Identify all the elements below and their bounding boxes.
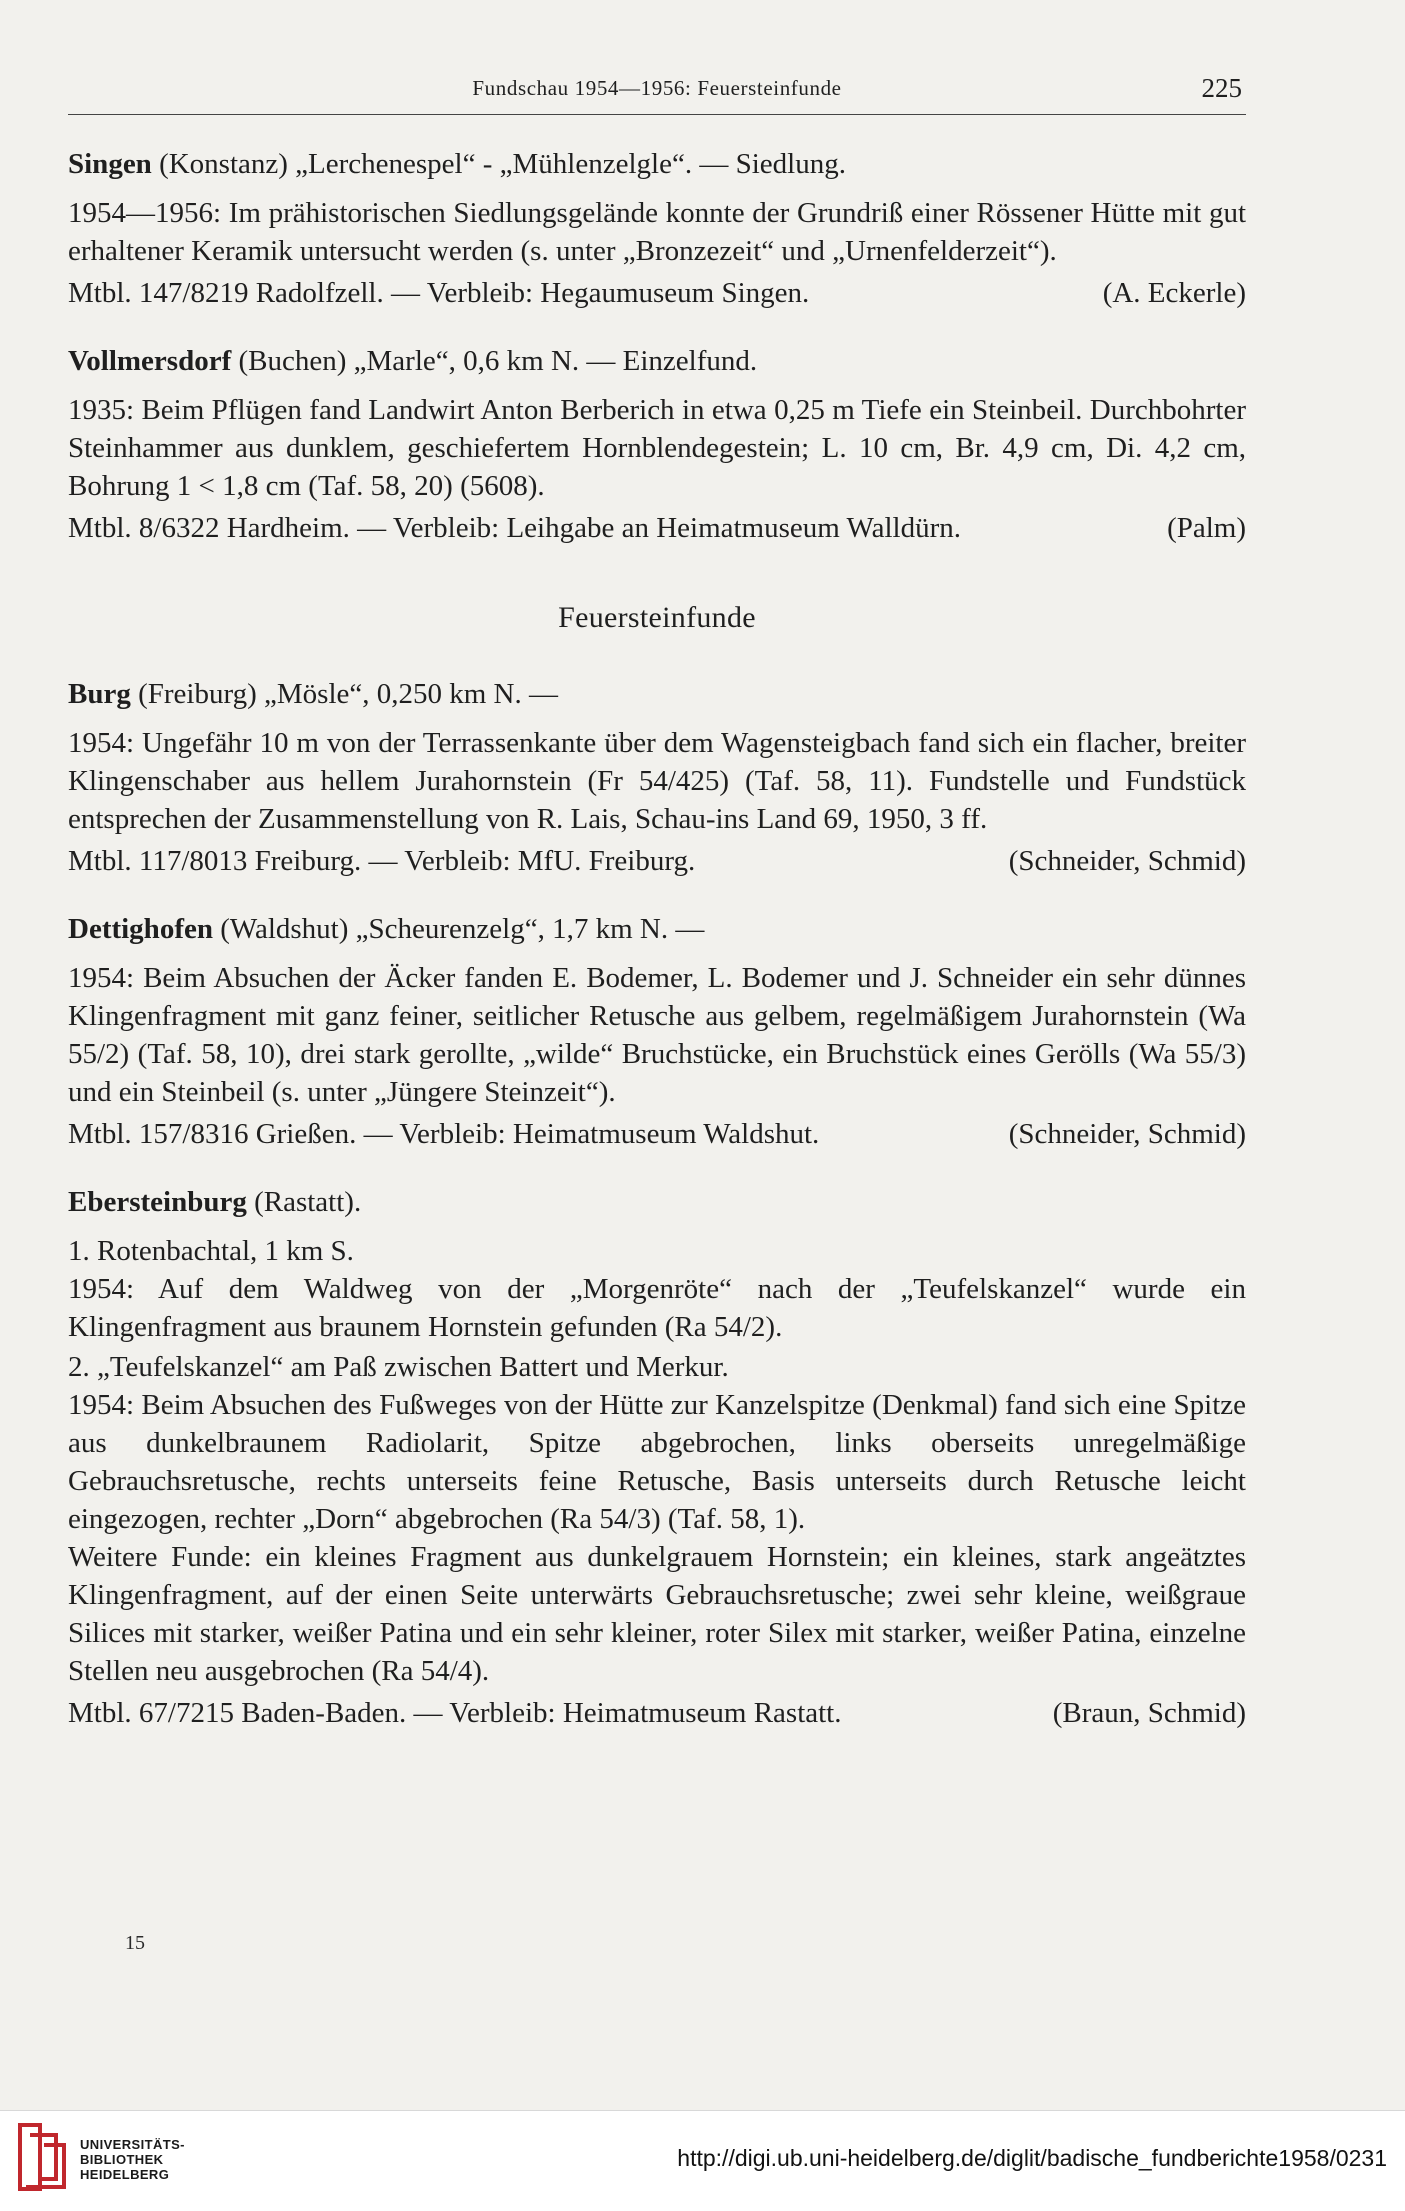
place-name: Ebersteinburg [68, 1186, 247, 1218]
author-credit: (Schneider, Schmid) [1008, 1118, 1246, 1150]
entry-text: 1954—1956: Im prähistorischen Siedlungsgelände konnte der Grundriß einer Rössener Hütte mit gut erhaltener Keramik untersucht werden (s. unter „Bronzezeit“ und „Urnenfelderzeit“). [68, 197, 1246, 267]
map-sheet-line [68, 1694, 1246, 1732]
author-credit: (Palm) [1167, 512, 1246, 544]
printer-signature-mark: 15 [125, 1932, 145, 1954]
map-sheet-reference: Mtbl. 157/8316 Grießen. — Verbleib: Heimatmuseum Waldshut. [68, 1118, 820, 1150]
find-spot-2: 2. „Teufelskanzel“ am Paß zwischen Battert und Merkur. [68, 1351, 729, 1383]
running-header [68, 70, 1246, 115]
entry-ebersteinburg [68, 1183, 1246, 1732]
digitization-footer [0, 2110, 1405, 2211]
find-spot-1-text: 1954: Auf dem Waldweg von der „Morgenröte“ nach der „Teufelskanzel“ wurde ein Klingenfragment aus braunem Hornstein gefunden (Ra 54/2). [68, 1273, 1246, 1343]
map-sheet-reference: Mtbl. 67/7215 Baden-Baden. — Verbleib: Heimatmuseum Rastatt. [68, 1697, 842, 1729]
author-credit: (Schneider, Schmid) [1008, 845, 1246, 877]
entry-heading [68, 145, 1246, 183]
entry-text: 1954: Ungefähr 10 m von der Terrassenkante über dem Wagensteigbach fand sich ein flacher, breiter Klingenschaber aus hellem Jurahornstein (Fr 54/425) (Taf. 58, 11). Fundstelle und Fundstück entsprechen der Zusammenstellung von R. Lais, Schau-ins Land 69, 1950, 3 ff. [68, 727, 1246, 835]
entry-heading [68, 910, 1246, 948]
library-logo-icon [16, 2121, 68, 2193]
source-url-link[interactable]: http://digi.ub.uni-heidelberg.de/diglit/badische_fundberichte1958/0231 [677, 2145, 1387, 2171]
entry-singen [68, 145, 1246, 312]
place-name: Vollmersdorf [68, 345, 232, 377]
entry-heading [68, 675, 1246, 713]
section-title: Feuersteinfunde [558, 601, 756, 634]
map-sheet-line [68, 842, 1246, 880]
map-sheet-reference: Mtbl. 117/8013 Freiburg. — Verbleib: MfU. Freiburg. [68, 845, 696, 877]
heading-details: (Konstanz) „Lerchenespel“ - „Mühlenzelgle“. — Siedlung. [151, 148, 846, 180]
place-name: Singen [68, 148, 152, 180]
find-spot-1: 1. Rotenbachtal, 1 km S. [68, 1235, 354, 1267]
heading-details: (Rastatt). [246, 1186, 362, 1218]
author-credit: (Braun, Schmid) [1052, 1697, 1246, 1729]
author-credit: (A. Eckerle) [1102, 277, 1246, 309]
entry-dettighofen [68, 910, 1246, 1153]
entry-heading [68, 1183, 1246, 1221]
map-sheet-reference: Mtbl. 147/8219 Radolfzell. — Verbleib: Hegaumuseum Singen. [68, 277, 810, 309]
entry-vollmersdorf [68, 342, 1246, 547]
library-name-line-3: HEIDELBERG [80, 2167, 170, 2182]
entry-text: 1954: Beim Absuchen der Äcker fanden E. Bodemer, L. Bodemer und J. Schneider ein sehr dünnes Klingenfragment mit ganz feiner, seitlicher Retusche aus gelbem, regelmäßigem Jurahornstein (Wa 55/2) (Taf. 58, 10), drei stark gerollte, „wilde“ Bruchstücke, ein Bruchstück eines Gerölls (Wa 55/3) und ein Steinbeil (s. unter „Jüngere Steinzeit“). [68, 962, 1246, 1108]
find-spot-2-text: 1954: Beim Absuchen des Fußweges von der Hütte zur Kanzelspitze (Denkmal) fand sich eine Spitze aus dunkelbraunem Radiolarit, Spitze abgebrochen, links oberseits unregelmäßige Gebrauchsretusche, rechts unterseits feine Retusche, Basis unterseits durch Retusche leicht eingezogen, rechter „Dorn“ abgebrochen (Ra 54/3) (Taf. 58, 1). [68, 1389, 1246, 1535]
heading-details: (Freiburg) „Mösle“, 0,250 km N. — [130, 678, 558, 710]
further-finds-text: Weitere Funde: ein kleines Fragment aus dunkelgrauem Hornstein; ein kleines, stark angeätztes Klingenfragment, auf der einen Seite unterwärts Gebrauchsretusche; zwei sehr kleine, weißgraue Silices mit starker, weißer Patina und ein sehr kleiner, roter Silex mit starker, weißer Patina, einzelne Stellen neu ausgebrochen (Ra 54/4). [68, 1541, 1246, 1687]
place-name: Burg [68, 678, 131, 710]
place-name: Dettighofen [68, 913, 213, 945]
page-body [68, 70, 1246, 1762]
entry-burg [68, 675, 1246, 880]
map-sheet-line [68, 509, 1246, 547]
map-sheet-reference: Mtbl. 8/6322 Hardheim. — Verbleib: Leihgabe an Heimatmuseum Walldürn. [68, 512, 961, 544]
library-name [80, 2137, 185, 2182]
entry-heading [68, 342, 1246, 380]
running-title: Fundschau 1954—1956: Feuersteinfunde [472, 76, 842, 100]
page-number: 225 [1201, 73, 1242, 103]
library-name-line-1: UNIVERSITÄTS- [80, 2137, 185, 2152]
entry-text: 1935: Beim Pflügen fand Landwirt Anton Berberich in etwa 0,25 m Tiefe ein Steinbeil. Durchbohrter Steinhammer aus dunklem, geschiefertem Hornblendegestein; L. 10 cm, Br. 4,9 cm, Di. 4,2 cm, Bohrung 1 < 1,8 cm (Taf. 58, 20) (5608). [68, 394, 1246, 502]
map-sheet-line [68, 274, 1246, 312]
map-sheet-line [68, 1115, 1246, 1153]
heading-details: (Buchen) „Marle“, 0,6 km N. — Einzelfund. [231, 345, 758, 377]
heading-details: (Waldshut) „Scheurenzelg“, 1,7 km N. — [212, 913, 705, 945]
library-name-line-2: BIBLIOTHEK [80, 2152, 164, 2167]
